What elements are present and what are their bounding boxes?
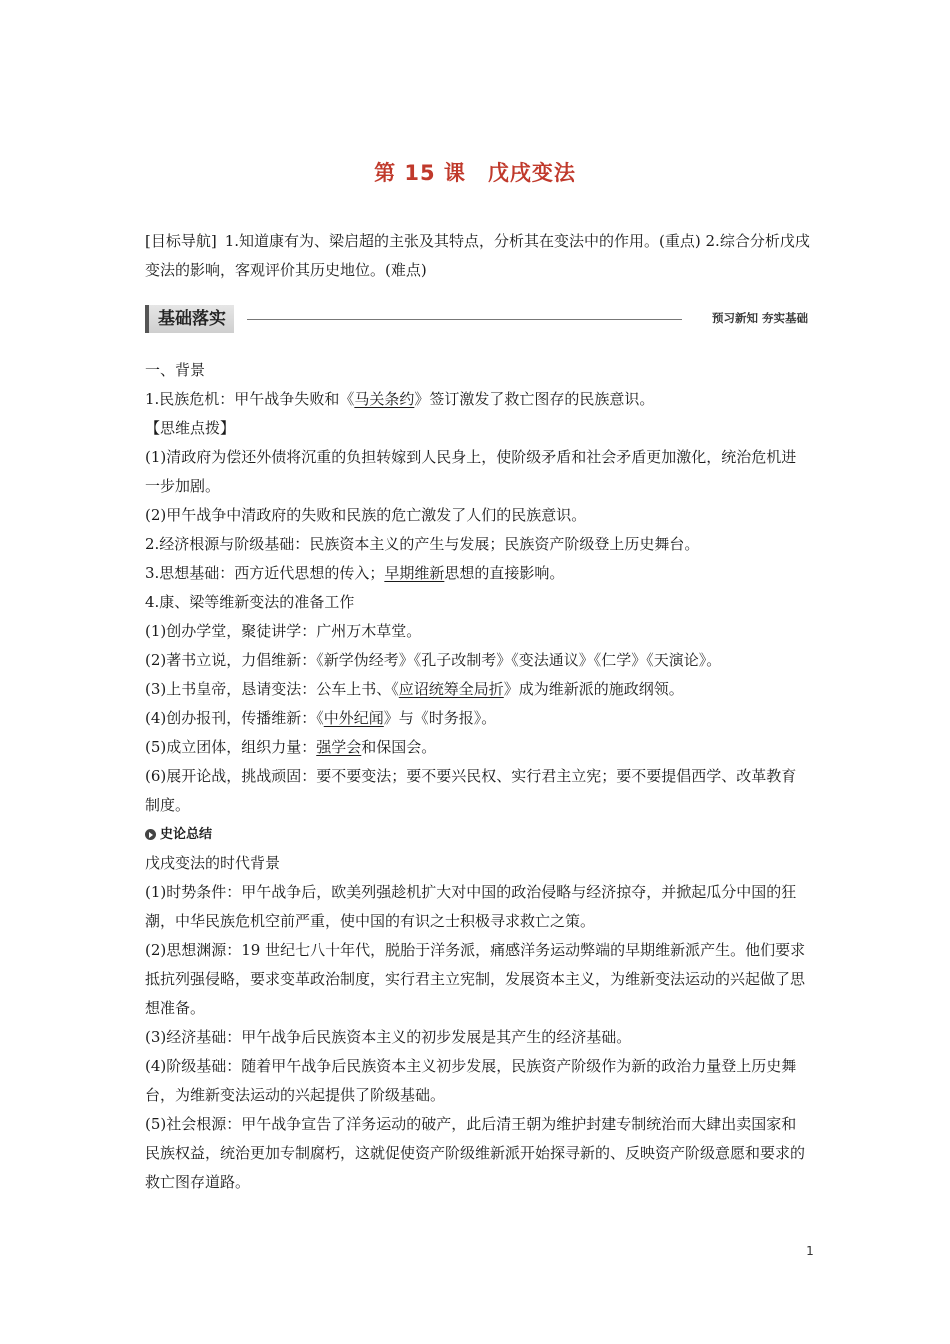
summary-5: (5)社会根源：甲午战争宣告了洋务运动的破产，此后清王朝为维护封建专制统治而大肆出卖国家和民族权益，统治更加专制腐朽，这就促使资产阶级维新派开始探寻新的、反映资产阶级意愿和要求的救亡图存道路。 [145,1115,806,1191]
thinking-1: (1)清政府为偿还外债将沉重的负担转嫁到人民身上，使阶级矛盾和社会矛盾更加激化，统治危机进一步加剧。 [145,448,797,495]
point-2: 2.经济根源与阶级基础：民族资本主义的产生与发展；民族资产阶级登上历史舞台。 [145,535,700,553]
text: (3)上书皇帝，恳请变法：公车上书、《 [145,680,399,698]
banner-divider [247,319,682,320]
banner-label: 基础落实 [145,305,234,333]
learning-goals [145,227,810,285]
underlined-term: 强学会 [316,738,362,756]
main-content [145,356,810,1197]
lesson-title [0,157,950,187]
prep-1: (1)创办学堂，聚徒讲学：广州万木草堂。 [145,622,422,640]
underlined-term: 马关条约 [354,390,415,408]
banner-subtitle: 预习新知 夯实基础 [711,311,808,325]
point-4: 4.康、梁等维新变法的准备工作 [145,593,355,611]
lesson-name: 戊戌变法 [487,161,576,185]
goal-tag: [目标导航] [145,232,217,250]
summary-heading [145,820,810,849]
text: 1.民族危机：甲午战争失败和《 [145,390,355,408]
text: 》与《时务报》。 [383,709,497,727]
underlined-term: 中外纪闻 [323,709,384,727]
goal-text: 1.知道康有为、梁启超的主张及其特点，分析其在变法中的作用。(重点) 2.综合分析戊戌变法的影响，客观评价其历史地位。(难点) [145,232,810,279]
text: 和保国会。 [361,738,437,756]
text: 3.思想基础：西方近代思想的传入； [145,564,385,582]
background-heading: 一、背景 [145,361,206,379]
summary-1: (1)时势条件：甲午战争后，欧美列强趁机扩大对中国的政治侵略与经济掠夺，并掀起瓜分中国的狂潮，中华民族危机空前严重，使中国的有识之士积极寻求救亡之策。 [145,883,797,930]
prep-3 [145,675,810,704]
prep-6: (6)展开论战，挑战顽固：要不要变法；要不要兴民权、实行君主立宪；要不要提倡西学、改革教育制度。 [145,767,797,814]
point-3 [145,559,810,588]
play-circle-icon [145,829,156,840]
summary-label: 史论总结 [160,827,213,842]
lesson-number: 第 15 课 [374,161,466,185]
summary-3: (3)经济基础：甲午战争后民族资本主义的初步发展是其产生的经济基础。 [145,1028,632,1046]
page-number: 1 [806,1244,814,1258]
prep-4 [145,704,810,733]
prep-2: (2)著书立说，力倡维新：《新学伪经考》《孔子改制考》《变法通议》《仁学》《天演论》。 [145,651,722,669]
thinking-heading: 【思维点拨】 [145,419,236,437]
underlined-term: 应诏统筹全局折 [398,680,504,698]
text: (5)成立团体，组织力量： [145,738,317,756]
summary-title: 戊戌变法的时代背景 [145,854,281,872]
prep-5 [145,733,810,762]
text: 思想的直接影响。 [444,564,565,582]
underlined-term: 早期维新 [384,564,445,582]
text: 》签订激发了救亡图存的民族意识。 [414,390,655,408]
point-1 [145,385,810,414]
summary-2: (2)思想渊源：19 世纪七八十年代，脱胎于洋务派，痛感洋务运动弊端的早期维新派产生。他们要求抵抗列强侵略，要求变革政治制度，实行君主立宪制，发展资本主义，为维新变法运动的兴起做了思想准备。 [145,941,806,1017]
thinking-2: (2)甲午战争中清政府的失败和民族的危亡激发了人们的民族意识。 [145,506,587,524]
text: 》成为维新派的施政纲领。 [503,680,684,698]
section-banner [145,305,810,333]
text: (4)创办报刊，传播维新：《 [145,709,324,727]
summary-4: (4)阶级基础：随着甲午战争后民族资本主义初步发展，民族资产阶级作为新的政治力量登上历史舞台，为维新变法运动的兴起提供了阶级基础。 [145,1057,797,1104]
